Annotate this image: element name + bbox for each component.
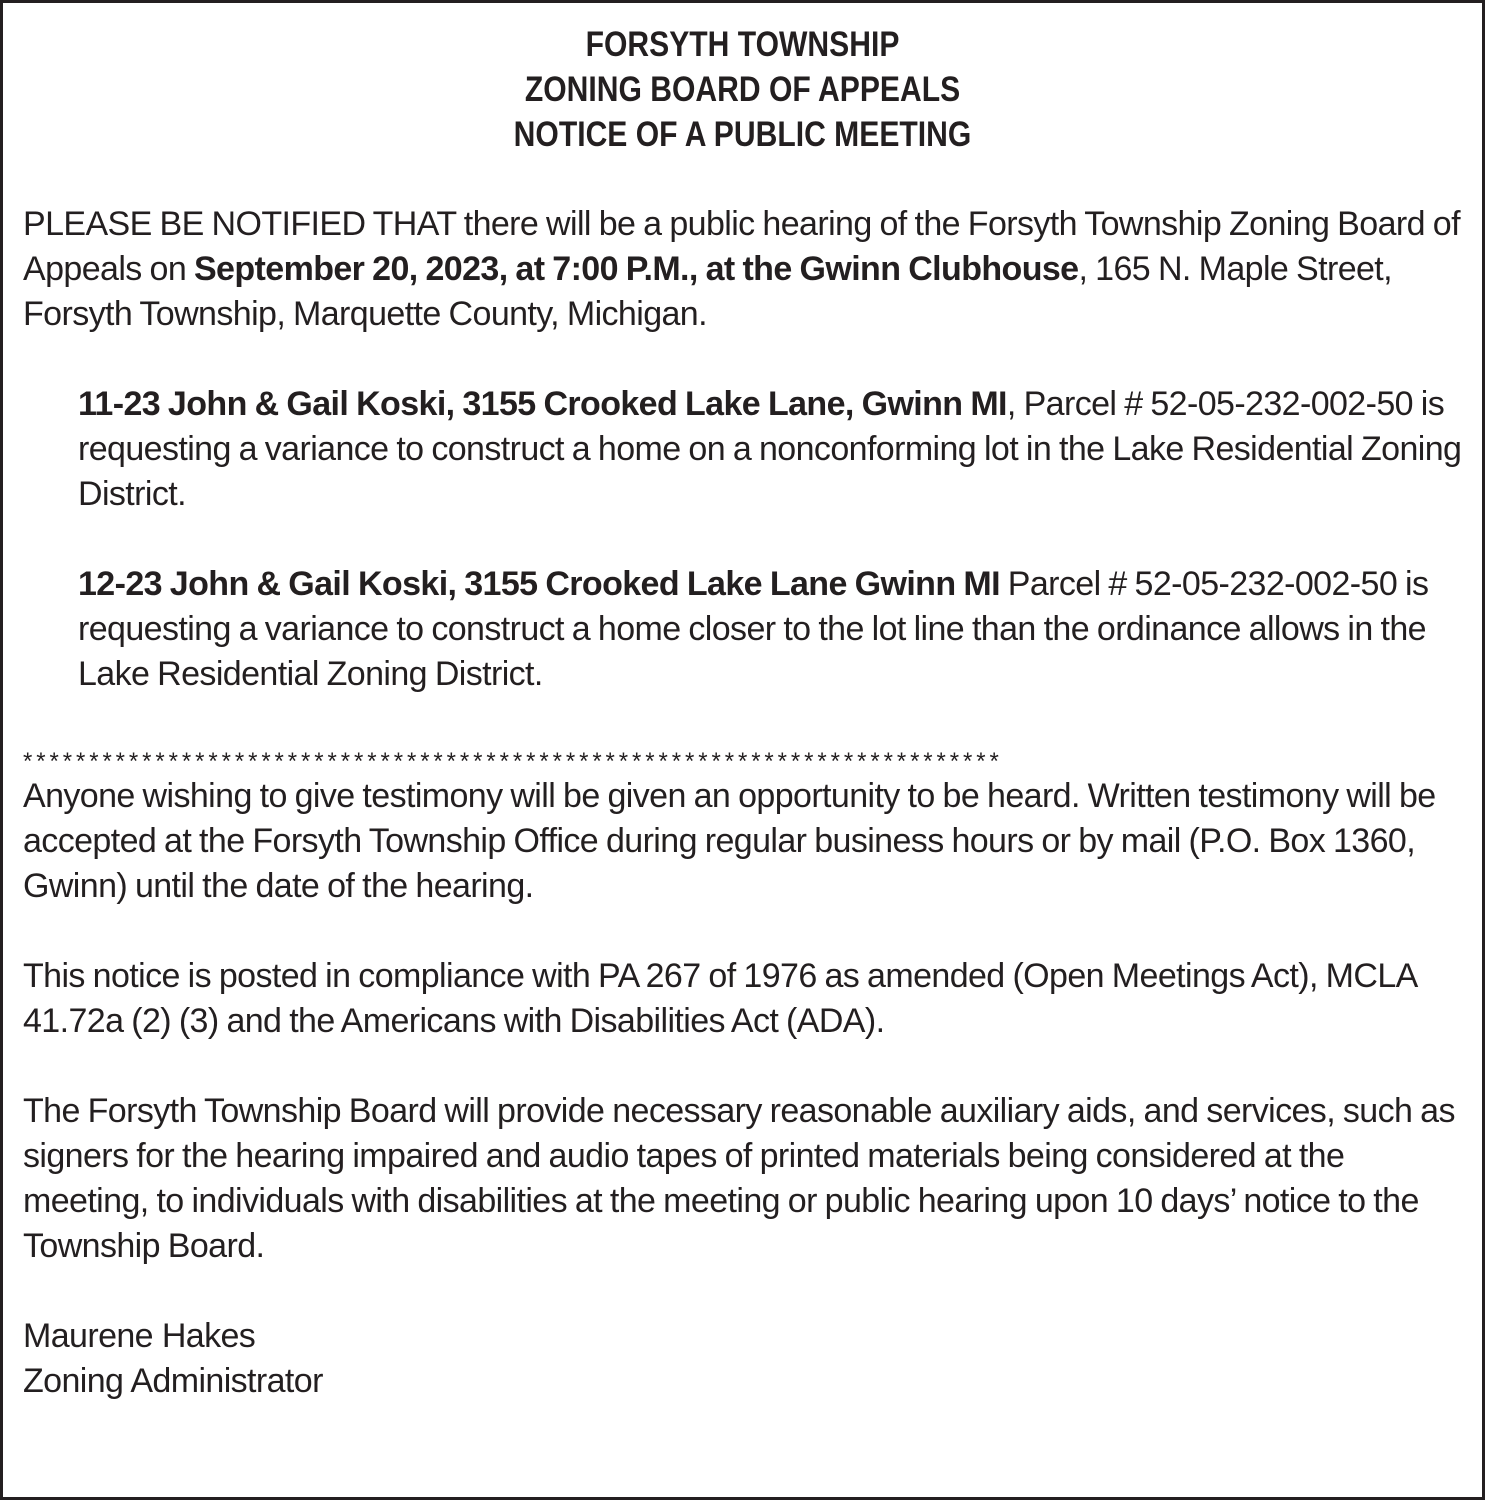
signature-name: Maurene Hakes <box>23 1317 256 1355</box>
spacer <box>23 1269 1462 1314</box>
asterisk-separator: ************************************************************************** <box>23 748 1003 774</box>
accessibility-paragraph: The Forsyth Township Board will provide necessary reasonable auxiliary aids, and services, such as signers for the hearing impaired and audio tapes of printed materials being considered at the meeting, to individuals with disabilities at the meeting or public hearing upon 10 days’ notice to the Township Board. <box>23 1092 1455 1265</box>
case-item <box>78 562 1462 697</box>
case-applicant: 11-23 John & Gail Koski, 3155 Crooked Lake Lane, Gwinn MI <box>78 385 1007 423</box>
spacer <box>23 517 1462 562</box>
spacer <box>23 157 1462 202</box>
intro-paragraph <box>23 202 1462 337</box>
meeting-date-location: September 20, 2023, at 7:00 P.M., at the Gwinn Clubhouse <box>193 250 1079 288</box>
testimony-paragraph: Anyone wishing to give testimony will be given an opportunity to be heard. Written testimony will be accepted at the Forsyth Township Office during regular business hours or by mail (P.O. Box 1360, Gwinn) until the date of the hearing. <box>23 777 1436 905</box>
case-item <box>78 382 1462 517</box>
heading-line-1: FORSYTH TOWNSHIP <box>585 25 900 64</box>
heading-line-3: NOTICE OF A PUBLIC MEETING <box>513 115 972 154</box>
intro-lead: PLEASE BE NOTIFIED THAT there will be a public hearing of the Forsyth Township Zoning Board of Appeals on <box>23 205 1460 288</box>
spacer <box>23 697 1462 742</box>
case-description: Parcel # 52-05-232-002-50 is requesting a variance to construct a home closer to the lot line than the ordinance allows in the Lake Residential Zoning District. <box>78 565 1429 693</box>
heading-line-2: ZONING BOARD OF APPEALS <box>524 70 961 109</box>
compliance-paragraph: This notice is posted in compliance with PA 267 of 1976 as amended (Open Meetings Act), MCLA 41.72a (2) (3) and the Americans with Disabilities Act (ADA). <box>23 957 1416 1040</box>
spacer <box>23 909 1462 954</box>
spacer <box>23 337 1462 382</box>
case-description: , Parcel # 52-05-232-002-50 is requesting a variance to construct a home on a nonconforming lot in the Lake Residential Zoning District. <box>78 385 1462 513</box>
notice-heading <box>124 22 1362 157</box>
spacer <box>23 1044 1462 1089</box>
intro-tail: , 165 N. Maple Street, Forsyth Township, Marquette County, Michigan. <box>23 250 1393 333</box>
case-applicant: 12-23 John & Gail Koski, 3155 Crooked Lake Lane Gwinn MI <box>78 565 1000 603</box>
signature-title: Zoning Administrator <box>23 1362 323 1400</box>
